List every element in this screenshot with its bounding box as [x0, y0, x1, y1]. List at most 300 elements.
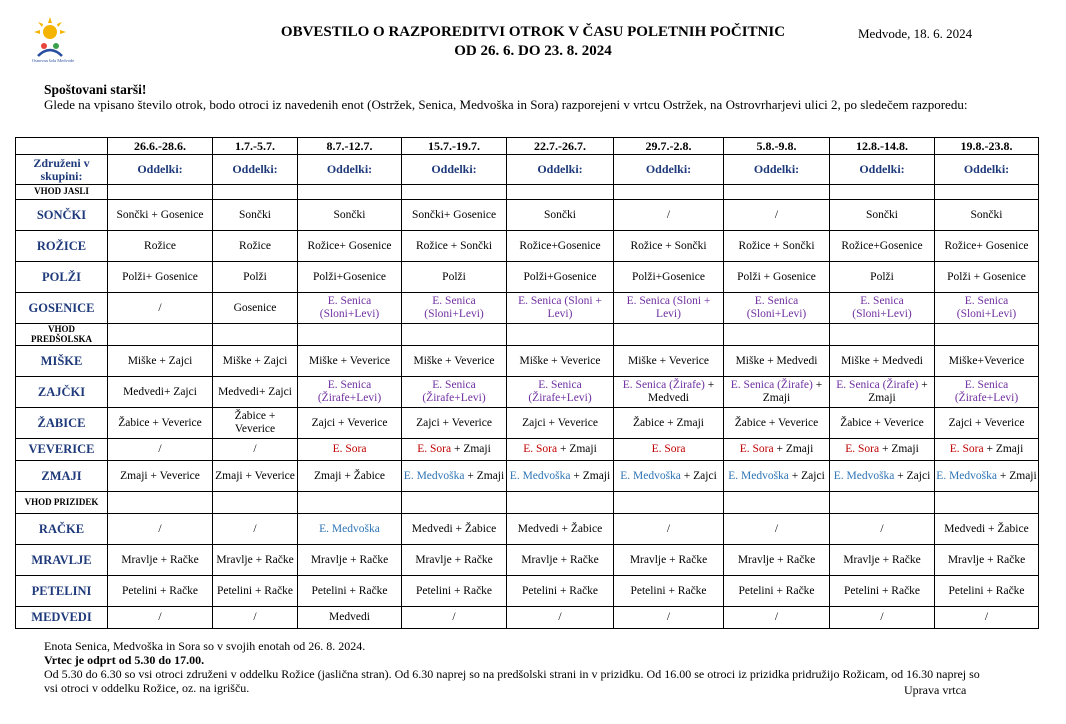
cell-text: / — [774, 611, 779, 623]
schedule-cell — [935, 231, 1039, 262]
schedule-cell — [935, 346, 1039, 377]
schedule-cell — [507, 200, 614, 231]
schedule-cell — [830, 262, 935, 293]
cell-text: E. Senica (Sloni + Levi) — [626, 295, 711, 320]
schedule-cell — [507, 293, 614, 324]
cell-text: / — [253, 443, 257, 455]
cell-text: Rožice + Sončki — [738, 239, 815, 252]
cell-text: / — [880, 611, 884, 623]
section-prizidek: VHOD PRIZIDEK — [16, 492, 108, 514]
schedule-cell — [108, 408, 213, 439]
cell-text: Polži + Gosenice — [947, 270, 1026, 283]
cell-text: Zmaji + Veverice — [215, 469, 295, 482]
empty-cell — [298, 324, 402, 346]
cell-text: Petelini + Račke — [738, 584, 815, 597]
cell-text: Rožice — [239, 239, 271, 252]
cell-text: / — [666, 522, 671, 535]
schedule-cell — [507, 576, 614, 607]
table-row — [16, 324, 1039, 346]
empty-cell — [724, 185, 830, 200]
schedule-cell — [213, 439, 298, 461]
cell-text: E. Medvoška — [319, 522, 380, 535]
cell-text: / — [774, 522, 779, 535]
table-row — [16, 514, 1039, 545]
schedule-cell — [108, 545, 213, 576]
schedule-cell — [507, 346, 614, 377]
cell-text: Miške + Veverice — [413, 354, 495, 367]
week-header: 15.7.-19.7. — [402, 138, 507, 155]
schedule-cell — [724, 262, 830, 293]
schedule-cell — [108, 576, 213, 607]
table-row — [16, 576, 1039, 607]
cell-text: E. Medvoška — [403, 469, 465, 482]
cell-text: E. Senica (Sloni+Levi) — [319, 295, 380, 320]
table-row — [16, 138, 1039, 155]
section-jasli: VHOD JASLI — [16, 185, 108, 200]
schedule-cell — [108, 607, 213, 629]
cell-extra: + Zmaji — [881, 443, 919, 455]
cell-text: Petelini + Račke — [121, 584, 199, 597]
cell-text: Miške + Zajci — [222, 354, 288, 367]
schedule-cell — [830, 377, 935, 408]
schedule-cell — [108, 461, 213, 492]
group-sonck: SONČKI — [16, 200, 108, 231]
schedule-cell — [614, 377, 724, 408]
schedule-cell — [402, 576, 507, 607]
oddelki-label: Oddelki: — [830, 155, 935, 185]
schedule-cell — [614, 293, 724, 324]
cell-extra: + Zmaji — [986, 443, 1024, 455]
cell-text: E. Senica (Sloni+Levi) — [956, 295, 1017, 320]
schedule-cell — [830, 607, 935, 629]
schedule-cell — [830, 293, 935, 324]
cell-text: E. Senica (Sloni + Levi) — [518, 295, 602, 320]
schedule-cell — [108, 262, 213, 293]
schedule-cell — [935, 576, 1039, 607]
schedule-cell — [614, 262, 724, 293]
cell-text: Polži — [870, 270, 894, 283]
footer-schedule-note: Od 5.30 do 6.30 so vsi otroci združeni v oddelku Rožice (jaslična stran). Od 6.30 naprej so na predšolski strani in v prizidku. Od 16.00 se otroci iz prizidka pridružijo Rožicam, od 16.30 naprej so vsi otroci v oddelku Rožice, oz. na igrišču. — [44, 667, 980, 695]
empty-cell — [402, 492, 507, 514]
cell-text: E. Sora — [845, 443, 880, 455]
document-subtitle: OD 26. 6. DO 23. 8. 2024 — [454, 43, 612, 59]
cell-text: Sončki+ Gosenice — [411, 208, 497, 221]
schedule-table — [15, 137, 1039, 629]
schedule-cell — [614, 514, 724, 545]
table-row — [16, 293, 1039, 324]
cell-text: Miške + Medvedi — [735, 354, 818, 367]
oddelki-label: Oddelki: — [108, 155, 213, 185]
cell-text: Mravlje + Račke — [310, 553, 389, 566]
cell-text: E. Senica (Sloni+Levi) — [852, 295, 912, 320]
schedule-cell — [402, 439, 507, 461]
oddelki-label: Oddelki: — [507, 155, 614, 185]
cell-text: Žabice + Veverice — [734, 416, 819, 429]
schedule-cell — [935, 607, 1039, 629]
cell-text: Mravlje + Račke — [843, 553, 921, 566]
empty-cell — [830, 492, 935, 514]
table-row — [16, 461, 1039, 492]
oddelki-label: Oddelki: — [614, 155, 724, 185]
schedule-cell — [402, 545, 507, 576]
schedule-cell — [614, 439, 724, 461]
cell-text: Žabice + Veverice — [234, 410, 276, 435]
cell-text: Petelini + Račke — [630, 584, 707, 597]
schedule-cell — [935, 461, 1039, 492]
empty-cell — [298, 185, 402, 200]
schedule-cell — [213, 262, 298, 293]
schedule-cell — [298, 545, 402, 576]
schedule-cell — [830, 408, 935, 439]
table-row — [16, 262, 1039, 293]
footer-opening-hours: Vrtec je odprt od 5.30 do 17.00. — [44, 653, 205, 667]
schedule-cell — [614, 461, 724, 492]
schedule-cell — [298, 461, 402, 492]
schedule-cell — [830, 461, 935, 492]
schedule-cell — [108, 293, 213, 324]
empty-cell — [213, 492, 298, 514]
group-mravlje: MRAVLJE — [16, 545, 108, 576]
cell-text: Mravlje + Račke — [216, 553, 294, 566]
empty-cell — [213, 324, 298, 346]
cell-text: / — [253, 522, 257, 535]
cell-text: E. Senica (Žirafe+Levi) — [422, 379, 486, 404]
cell-text: Medvedi — [329, 611, 370, 623]
cell-text: Polži+Gosenice — [632, 270, 705, 283]
cell-text: Medvedi + Žabice — [411, 522, 497, 535]
schedule-cell — [298, 377, 402, 408]
schedule-cell — [507, 545, 614, 576]
schedule-cell — [614, 346, 724, 377]
schedule-cell — [402, 408, 507, 439]
schedule-cell — [298, 408, 402, 439]
oddelki-label: Oddelki: — [724, 155, 830, 185]
schedule-cell — [724, 514, 830, 545]
cell-text: Sončki + Gosenice — [116, 208, 204, 221]
cell-text: Zmaji + Žabice — [314, 469, 385, 482]
cell-text: Miške+Veverice — [948, 354, 1025, 367]
cell-text: Zajci + Veverice — [948, 416, 1025, 429]
cell-text: / — [452, 611, 456, 623]
cell-text: Mravlje + Račke — [737, 553, 816, 566]
cell-extra: + Zmaji — [868, 379, 928, 404]
cell-text: Miške + Veverice — [309, 354, 390, 367]
schedule-cell — [830, 545, 935, 576]
cell-text: E. Medvoška — [509, 469, 571, 482]
schedule-cell — [507, 231, 614, 262]
cell-text: / — [984, 611, 989, 623]
week-header: 19.8.-23.8. — [935, 138, 1039, 155]
cell-text: E. Medvoška — [728, 469, 789, 482]
document-date: Medvode, 18. 6. 2024 — [858, 26, 973, 41]
schedule-cell — [724, 293, 830, 324]
week-header: 1.7.-5.7. — [213, 138, 298, 155]
cell-text: Zajci + Veverice — [311, 416, 388, 429]
schedule-cell — [402, 346, 507, 377]
schedule-cell — [830, 439, 935, 461]
cell-text: / — [880, 522, 884, 535]
schedule-cell — [213, 231, 298, 262]
schedule-cell — [213, 461, 298, 492]
table-row — [16, 439, 1039, 461]
empty-cell — [935, 185, 1039, 200]
cell-text: / — [558, 611, 562, 623]
cell-text: Sončki — [544, 208, 576, 221]
schedule-cell — [402, 514, 507, 545]
schedule-cell — [935, 200, 1039, 231]
group-medvedi: MEDVEDI — [16, 607, 108, 629]
group-polzi: POLŽI — [16, 262, 108, 293]
cell-text: / — [666, 208, 671, 221]
cell-text: Žabice + Zmaji — [633, 416, 704, 429]
schedule-cell — [935, 377, 1039, 408]
cell-text: E. Medvoška — [620, 469, 681, 482]
group-miske: MIŠKE — [16, 346, 108, 377]
empty-cell — [507, 492, 614, 514]
cell-text: / — [158, 611, 162, 623]
cell-text: Petelini + Račke — [948, 584, 1025, 597]
cell-text: E. Senica (Žirafe+Levi) — [528, 379, 592, 404]
schedule-cell — [507, 461, 614, 492]
cell-text: Miške + Zajci — [127, 354, 193, 367]
empty-cell — [614, 324, 724, 346]
section-predsolska: VHOD PREDŠOLSKA — [16, 324, 108, 346]
cell-extra: + Zmaji — [762, 379, 823, 404]
cell-text: Medvedi+ Zajci — [123, 385, 197, 398]
schedule-cell — [298, 231, 402, 262]
group-zabice: ŽABICE — [16, 408, 108, 439]
cell-text: E. Medvoška — [833, 469, 895, 482]
cell-text: E. Sora — [651, 443, 686, 455]
schedule-cell — [614, 200, 724, 231]
cell-text: Žabice + Veverice — [840, 416, 924, 429]
empty-cell — [724, 324, 830, 346]
schedule-cell — [724, 576, 830, 607]
cell-text: Petelini + Račke — [415, 584, 493, 597]
schedule-cell — [935, 514, 1039, 545]
schedule-cell — [108, 377, 213, 408]
cell-text: E. Senica (Sloni+Levi) — [424, 295, 484, 320]
schedule-cell — [298, 576, 402, 607]
schedule-cell — [108, 200, 213, 231]
cell-text: / — [253, 611, 257, 623]
cell-extra: + Zmaji — [776, 443, 814, 455]
empty-cell — [830, 324, 935, 346]
table-row — [16, 185, 1039, 200]
schedule-cell — [830, 231, 935, 262]
cell-text: / — [666, 611, 671, 623]
schedule-cell — [507, 514, 614, 545]
cell-text: E. Sora — [949, 443, 984, 455]
schedule-cell — [830, 514, 935, 545]
cell-text: Rožice+Gosenice — [841, 239, 923, 252]
intro-paragraph: Glede na vpisano število otrok, bodo otroci iz navedenih enot (Ostržek, Senica, Medvoška in Sora) razporejeni v vrtcu Ostržek, na Ostrovrharjevi ulici 2, po sledečem razporedu: — [44, 97, 968, 112]
empty-cell — [614, 492, 724, 514]
cell-text: Mravlje + Račke — [947, 553, 1026, 566]
cell-text: Petelini + Račke — [521, 584, 599, 597]
cell-text: Sončki — [866, 208, 898, 221]
schedule-cell — [298, 514, 402, 545]
footer-notes — [44, 639, 994, 695]
schedule-cell — [724, 461, 830, 492]
schedule-cell — [830, 346, 935, 377]
cell-text: Rožice — [144, 239, 176, 252]
schedule-cell — [213, 200, 298, 231]
schedule-cell — [402, 200, 507, 231]
schedule-cell — [507, 262, 614, 293]
cell-text: E. Senica (Žirafe+Levi) — [317, 379, 382, 404]
schedule-cell — [724, 377, 830, 408]
signature: Uprava vrtca — [904, 683, 967, 697]
group-gosenice: GOSENICE — [16, 293, 108, 324]
cell-text: E. Medvoška — [936, 469, 997, 482]
schedule-cell — [402, 262, 507, 293]
schedule-cell — [724, 545, 830, 576]
schedule-cell — [108, 231, 213, 262]
cell-text: / — [158, 443, 162, 455]
cell-text: Polži+Gosenice — [313, 270, 386, 283]
week-header: 22.7.-26.7. — [507, 138, 614, 155]
cell-extra: + Zmaji — [453, 443, 491, 455]
schedule-cell — [108, 346, 213, 377]
empty-cell — [108, 324, 213, 346]
cell-text: E. Sora — [417, 443, 452, 455]
table-row — [16, 408, 1039, 439]
cell-text: Miške + Veverice — [628, 354, 709, 367]
empty-cell — [108, 185, 213, 200]
empty-cell — [507, 185, 614, 200]
schedule-cell — [935, 262, 1039, 293]
schedule-cell — [614, 607, 724, 629]
schedule-cell — [108, 439, 213, 461]
schedule-cell — [298, 262, 402, 293]
group-racke: RAČKE — [16, 514, 108, 545]
table-row — [16, 607, 1039, 629]
cell-text: Gosenice — [233, 301, 277, 314]
empty-cell — [213, 185, 298, 200]
schedule-cell — [298, 200, 402, 231]
schedule-cell — [614, 231, 724, 262]
cell-text: Miške + Medvedi — [841, 354, 923, 367]
cell-text: Sončki — [239, 208, 271, 221]
cell-text: Zajci + Veverice — [522, 416, 598, 429]
cell-text: / — [774, 208, 779, 221]
schedule-cell — [298, 439, 402, 461]
week-header: 29.7.-2.8. — [614, 138, 724, 155]
cell-extra: + Zmaji — [467, 469, 505, 482]
cell-text: Polži+Gosenice — [523, 270, 597, 283]
cell-text: Mravlje + Račke — [629, 553, 708, 566]
cell-extra: + Zajci — [683, 469, 717, 482]
cell-text: Medvedi + Žabice — [517, 522, 603, 535]
schedule-cell — [213, 576, 298, 607]
schedule-cell — [213, 514, 298, 545]
oddelki-label: Oddelki: — [402, 155, 507, 185]
schedule-cell — [724, 200, 830, 231]
cell-text: E. Senica (Žirafe+Levi) — [954, 379, 1019, 404]
cell-text: E. Senica (Žirafe) — [730, 379, 813, 391]
schedule-cell — [213, 377, 298, 408]
schedule-cell — [935, 545, 1039, 576]
empty-cell — [724, 492, 830, 514]
cell-text: Rožice + Sončki — [415, 239, 493, 252]
empty-cell — [935, 492, 1039, 514]
schedule-cell — [830, 200, 935, 231]
cell-text: Rožice + Sončki — [630, 239, 707, 252]
logo-caption: Osnovna šola Medvode — [31, 58, 75, 63]
cell-text: Rožice+ Gosenice — [307, 239, 392, 252]
cell-extra: + Medvedi — [648, 379, 715, 404]
schedule-cell — [507, 408, 614, 439]
schedule-cell — [614, 408, 724, 439]
cell-text: Zajci + Veverice — [416, 416, 492, 429]
cell-text: / — [158, 301, 162, 314]
cell-text: Miške + Veverice — [519, 354, 601, 367]
schedule-cell — [298, 607, 402, 629]
schedule-cell — [830, 576, 935, 607]
schedule-cell — [724, 231, 830, 262]
cell-extra: + Zajci — [791, 469, 825, 482]
cell-text: E. Senica (Žirafe) — [622, 379, 705, 391]
cell-text: Mravlje + Račke — [521, 553, 599, 566]
schedule-cell — [507, 607, 614, 629]
cell-extra: + Zmaji — [999, 469, 1037, 482]
cell-extra: + Zmaji — [559, 443, 597, 455]
schedule-cell — [402, 293, 507, 324]
cell-text: Rožice+Gosenice — [519, 239, 601, 252]
table-row — [16, 231, 1039, 262]
cell-text: E. Sora — [523, 443, 558, 455]
cell-extra: + Zajci — [897, 469, 931, 482]
schedule-cell — [935, 293, 1039, 324]
cell-text: Petelini + Račke — [843, 584, 921, 597]
schedule-cell — [724, 607, 830, 629]
empty-cell — [935, 324, 1039, 346]
cell-text: Polži + Gosenice — [737, 270, 816, 283]
footer-units-note: Enota Senica, Medvoška in Sora so v svojih enotah od 26. 8. 2024. — [44, 639, 366, 653]
cell-text: E. Sora — [332, 443, 367, 455]
cell-text: Sončki — [333, 208, 366, 221]
schedule-cell — [724, 439, 830, 461]
week-header: 12.8.-14.8. — [830, 138, 935, 155]
schedule-cell — [402, 377, 507, 408]
oddelki-label: Oddelki: — [298, 155, 402, 185]
document-title: OBVESTILO O RAZPOREDITVI OTROK V ČASU POLETNIH POČITNIC — [280, 24, 786, 40]
schedule-cell — [213, 293, 298, 324]
empty-cell — [402, 185, 507, 200]
oddelki-label: Oddelki: — [935, 155, 1039, 185]
schedule-cell — [213, 545, 298, 576]
empty-cell — [507, 324, 614, 346]
cell-text: Polži — [442, 270, 466, 283]
schedule-cell — [724, 408, 830, 439]
schedule-cell — [213, 408, 298, 439]
cell-text: Sončki — [970, 208, 1003, 221]
week-header: 5.8.-9.8. — [724, 138, 830, 155]
week-header: 26.6.-28.6. — [108, 138, 213, 155]
schedule-cell — [108, 514, 213, 545]
groups-header: Združeni v skupini: — [16, 155, 108, 185]
empty-cell — [108, 492, 213, 514]
schedule-cell — [213, 346, 298, 377]
table-row — [16, 377, 1039, 408]
schedule-cell — [507, 377, 614, 408]
schedule-cell — [402, 461, 507, 492]
group-rozice: ROŽICE — [16, 231, 108, 262]
cell-text: Petelini + Račke — [311, 584, 388, 597]
cell-text: Rožice+ Gosenice — [944, 239, 1029, 252]
empty-cell — [402, 324, 507, 346]
